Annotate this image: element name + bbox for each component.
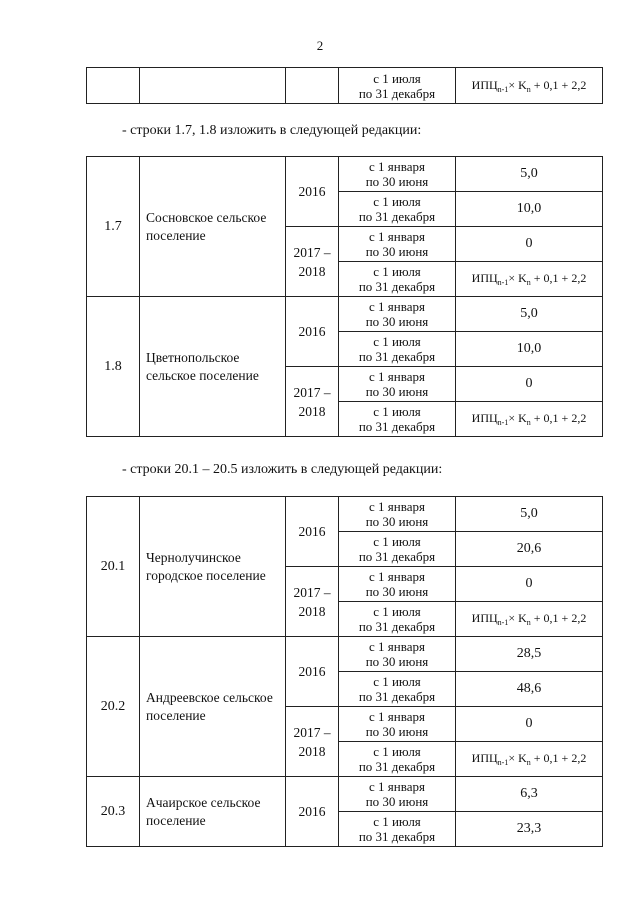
period-line: с 1 июля [373, 70, 421, 86]
formula-times: × K [508, 611, 527, 625]
value-cell: 10,0 [456, 332, 603, 367]
period-cell [339, 68, 456, 104]
formula-ksub: n [526, 618, 531, 627]
period-line: с 1 января [369, 569, 425, 584]
period-line: с 1 июля [373, 814, 421, 829]
formula-ksub: n [526, 758, 531, 767]
settlement-name: Ачаирское сельское поселение [140, 777, 286, 847]
year-cell: 2016 [286, 777, 339, 847]
period-cell [339, 567, 456, 602]
table-row [87, 777, 603, 812]
table-row [87, 497, 603, 532]
formula-sub: n-1 [497, 278, 509, 287]
period-line: с 1 января [369, 229, 425, 244]
year-cell: 2016 [286, 637, 339, 707]
period-line: по 31 декабря [358, 349, 436, 364]
year-cell: 2017 – 2018 [286, 707, 339, 777]
period-cell [339, 262, 456, 297]
period-line: с 1 января [369, 779, 425, 794]
formula-tail: + 0,1 + 2,2 [530, 77, 587, 92]
page-number: 2 [316, 38, 324, 53]
period-cell [339, 497, 456, 532]
period-cell [339, 192, 456, 227]
formula [472, 611, 587, 625]
year-cell: 2017 – 2018 [286, 367, 339, 437]
formula-times: × K [508, 77, 527, 92]
period-cell [339, 742, 456, 777]
formula [472, 78, 587, 92]
formula-times: × K [508, 411, 527, 425]
formula-base: ИПЦ [471, 271, 498, 285]
intro-text-2: - строки 20.1 – 20.5 изложить в следующей редакции: [122, 462, 443, 477]
period-line: с 1 января [369, 499, 425, 514]
formula [472, 411, 587, 425]
period-line: с 1 июля [373, 534, 421, 549]
formula-cell [456, 68, 603, 104]
row-number: 20.1 [87, 497, 140, 637]
period-line: по 31 декабря [358, 279, 436, 294]
value-cell: 5,0 [456, 297, 603, 332]
formula-base: ИПЦ [471, 77, 498, 92]
value-cell: 28,5 [456, 637, 603, 672]
year-cell: 2016 [286, 497, 339, 567]
value-cell: 5,0 [456, 497, 603, 532]
formula [472, 751, 587, 765]
period-line: по 30 июня [365, 584, 429, 599]
empty-cell [87, 68, 140, 104]
settlement-name: Цветнопольское сельское поселение [140, 297, 286, 437]
settlement-name: Сосновское сельское поселение [140, 157, 286, 297]
period-line: по 31 декабря [358, 85, 436, 101]
table-row [87, 297, 603, 332]
formula-cell [456, 742, 603, 777]
period-cell [339, 777, 456, 812]
year-cell: 2017 – 2018 [286, 227, 339, 297]
period-line: с 1 июля [373, 744, 421, 759]
period-line: с 1 января [369, 299, 425, 314]
row-number: 20.3 [87, 777, 140, 847]
period-cell [339, 332, 456, 367]
value-cell: 6,3 [456, 777, 603, 812]
period-line: с 1 июля [373, 404, 421, 419]
intro-text-1: - строки 1.7, 1.8 изложить в следующей редакции: [122, 123, 422, 138]
value-cell: 5,0 [456, 157, 603, 192]
formula-ksub: n [526, 84, 531, 94]
period-line: с 1 июля [373, 674, 421, 689]
table-row [87, 637, 603, 672]
formula-times: × K [508, 271, 527, 285]
formula-base: ИПЦ [471, 611, 498, 625]
period-line: по 30 июня [365, 314, 429, 329]
period-line: с 1 июля [373, 194, 421, 209]
value-cell: 0 [456, 367, 603, 402]
formula-sub: n-1 [497, 758, 509, 767]
settlement-name: Чернолучинское городское поселение [140, 497, 286, 637]
period-line: с 1 января [369, 369, 425, 384]
period-cell [339, 707, 456, 742]
period-line: по 30 июня [365, 794, 429, 809]
period-line: по 30 июня [365, 654, 429, 669]
value-cell: 10,0 [456, 192, 603, 227]
table-row [87, 157, 603, 192]
formula-sub: n-1 [497, 84, 509, 94]
period-line: по 30 июня [365, 514, 429, 529]
formula-times: × K [508, 751, 527, 765]
period-line: по 31 декабря [358, 689, 436, 704]
period-line: по 31 декабря [358, 209, 436, 224]
formula-base: ИПЦ [471, 751, 498, 765]
value-cell: 0 [456, 567, 603, 602]
row-number: 1.8 [87, 297, 140, 437]
period-cell [339, 532, 456, 567]
period-line: по 31 декабря [358, 759, 436, 774]
formula-base: ИПЦ [471, 411, 498, 425]
period-cell [339, 402, 456, 437]
period-cell [339, 227, 456, 262]
period-line: по 31 декабря [358, 419, 436, 434]
value-cell: 20,6 [456, 532, 603, 567]
period-cell [339, 672, 456, 707]
period-line: по 30 июня [365, 724, 429, 739]
formula-ksub: n [526, 278, 531, 287]
year-cell: 2016 [286, 297, 339, 367]
formula-sub: n-1 [497, 418, 509, 427]
period-line: по 31 декабря [358, 549, 436, 564]
period-line: по 30 июня [365, 384, 429, 399]
period-cell [339, 157, 456, 192]
row-number: 20.2 [87, 637, 140, 777]
period-line: по 30 июня [365, 244, 429, 259]
formula-ksub: n [526, 418, 531, 427]
table-rows-20 [86, 496, 603, 847]
period-cell [339, 812, 456, 847]
formula-tail: + 0,1 + 2,2 [530, 411, 587, 425]
value-cell: 23,3 [456, 812, 603, 847]
formula-tail: + 0,1 + 2,2 [530, 611, 587, 625]
formula-sub: n-1 [497, 618, 509, 627]
formula-tail: + 0,1 + 2,2 [530, 751, 587, 765]
value-cell: 0 [456, 707, 603, 742]
formula-cell [456, 262, 603, 297]
year-cell: 2017 – 2018 [286, 567, 339, 637]
formula [472, 271, 587, 285]
period-cell [339, 637, 456, 672]
empty-cell [140, 68, 286, 104]
period-line: с 1 июля [373, 264, 421, 279]
table-top-row [86, 67, 603, 104]
value-cell: 48,6 [456, 672, 603, 707]
value-cell: 0 [456, 227, 603, 262]
row-number: 1.7 [87, 157, 140, 297]
period-line: с 1 июля [373, 334, 421, 349]
period-line: по 31 декабря [358, 829, 436, 844]
empty-cell [286, 68, 339, 104]
table-rows-1-7-1-8 [86, 156, 603, 437]
settlement-name: Андреевское сельское поселение [140, 637, 286, 777]
period-cell [339, 297, 456, 332]
period-line: по 30 июня [365, 174, 429, 189]
formula-cell [456, 602, 603, 637]
period-line: с 1 января [369, 709, 425, 724]
period-line: с 1 июля [373, 604, 421, 619]
year-cell: 2016 [286, 157, 339, 227]
period-line: с 1 января [369, 639, 425, 654]
period-cell [339, 367, 456, 402]
period-cell [339, 602, 456, 637]
formula-cell [456, 402, 603, 437]
period-line: с 1 января [369, 159, 425, 174]
period-line: по 31 декабря [358, 619, 436, 634]
formula-tail: + 0,1 + 2,2 [530, 271, 587, 285]
